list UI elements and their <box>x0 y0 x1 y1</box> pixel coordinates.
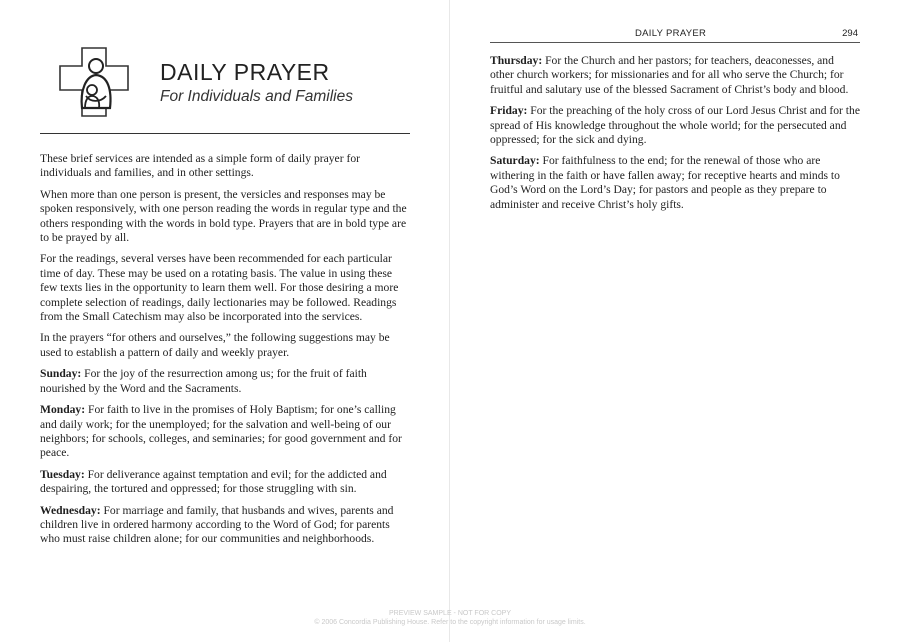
day-entry-thursday <box>490 54 860 97</box>
readings-paragraph: For the readings, several verses have been recommended for each particular time of day. These may be used on a rotating basis. The value in using these few texts lies in the opportunity to learn them well. For those desiring a more complete selection of readings, daily lectionaries may be followed. Readings from the Small Catechism may also be incorporated into the services. <box>40 252 399 324</box>
preview-watermark <box>200 609 700 627</box>
left-body <box>40 152 412 554</box>
page-subtitle: For Individuals and Families <box>160 88 353 105</box>
day-label: Wednesday: <box>40 503 101 517</box>
right-body <box>490 54 860 219</box>
day-entry-saturday <box>490 154 860 212</box>
day-entry-sunday <box>40 367 412 396</box>
versicles-paragraph: When more than one person is present, the versicles and responses may be spoken responsively, with one person reading the words in regular type and the others responding with the words in bold type. Prayers that are in bold type are to be prayed by all. <box>40 187 407 245</box>
page-gutter <box>449 0 450 642</box>
page-number: 294 <box>842 28 858 39</box>
day-entry-wednesday <box>40 504 412 547</box>
day-entry-friday <box>490 104 860 147</box>
day-text: For deliverance against temptation and evil; for the addicted and despairing, the tortured and oppressed; for those struggling with sin. <box>40 467 387 496</box>
page-title: DAILY PRAYER <box>160 59 330 85</box>
day-label: Monday: <box>40 403 86 417</box>
day-label: Tuesday: <box>40 467 85 481</box>
title-rule <box>40 133 410 134</box>
intro-paragraph: These brief services are intended as a simple form of daily prayer for individuals and families, and in other settings. <box>40 152 360 180</box>
day-label: Saturday: <box>490 154 540 168</box>
day-text: For faithfulness to the end; for the renewal of those who are withering in the faith or have fallen away; for receptive hearts and minds to God’s Word on the Lord’s Day; for pastors and people as they prepare to administer and receive Christ’s holy gifts. <box>490 154 840 211</box>
day-text: For faith to live in the promises of Holy Baptism; for one’s calling and daily work; for the unemployed; for the salvation and well-being of our neighbors; for schools, colleges, and seminaries; for good government and for peace. <box>40 403 402 460</box>
day-text: For marriage and family, that husbands and wives, parents and children live in ordered harmony according to the Word of God; for parents who must raise children alone; for our communities and neighborhoods. <box>40 503 394 546</box>
day-text: For the preaching of the holy cross of our Lord Jesus Christ and for the spread of His knowledge throughout the whole world; for the persecuted and oppressed; for the sick and dying. <box>490 104 860 147</box>
day-label: Friday: <box>490 104 528 118</box>
day-text: For the Church and her pastors; for teachers, deaconesses, and other church workers; for missionaries and for all who serve the Church; for fruitful and salutary use of the blessed Sacrament of Christ’s body and blood. <box>490 54 849 96</box>
watermark-line: PREVIEW SAMPLE - NOT FOR COPY <box>388 610 511 617</box>
day-label: Sunday: <box>40 367 82 381</box>
day-entry-monday <box>40 403 412 461</box>
day-text: For the joy of the resurrection among us; for the fruit of faith nourished by the Word and the Sacraments. <box>40 367 367 395</box>
running-head <box>490 28 860 43</box>
watermark-line: © 2006 Concordia Publishing House. Refer to the copyright information for usage limits. <box>314 619 586 626</box>
running-head-title: DAILY PRAYER <box>635 28 707 39</box>
title-block <box>160 58 353 106</box>
day-label: Thursday: <box>490 54 543 67</box>
day-entry-tuesday <box>40 468 412 497</box>
cross-family-icon <box>58 46 130 118</box>
prayers-paragraph: In the prayers “for others and ourselves,” the following suggestions may be used to establish a pattern of daily and weekly prayer. <box>40 331 390 359</box>
